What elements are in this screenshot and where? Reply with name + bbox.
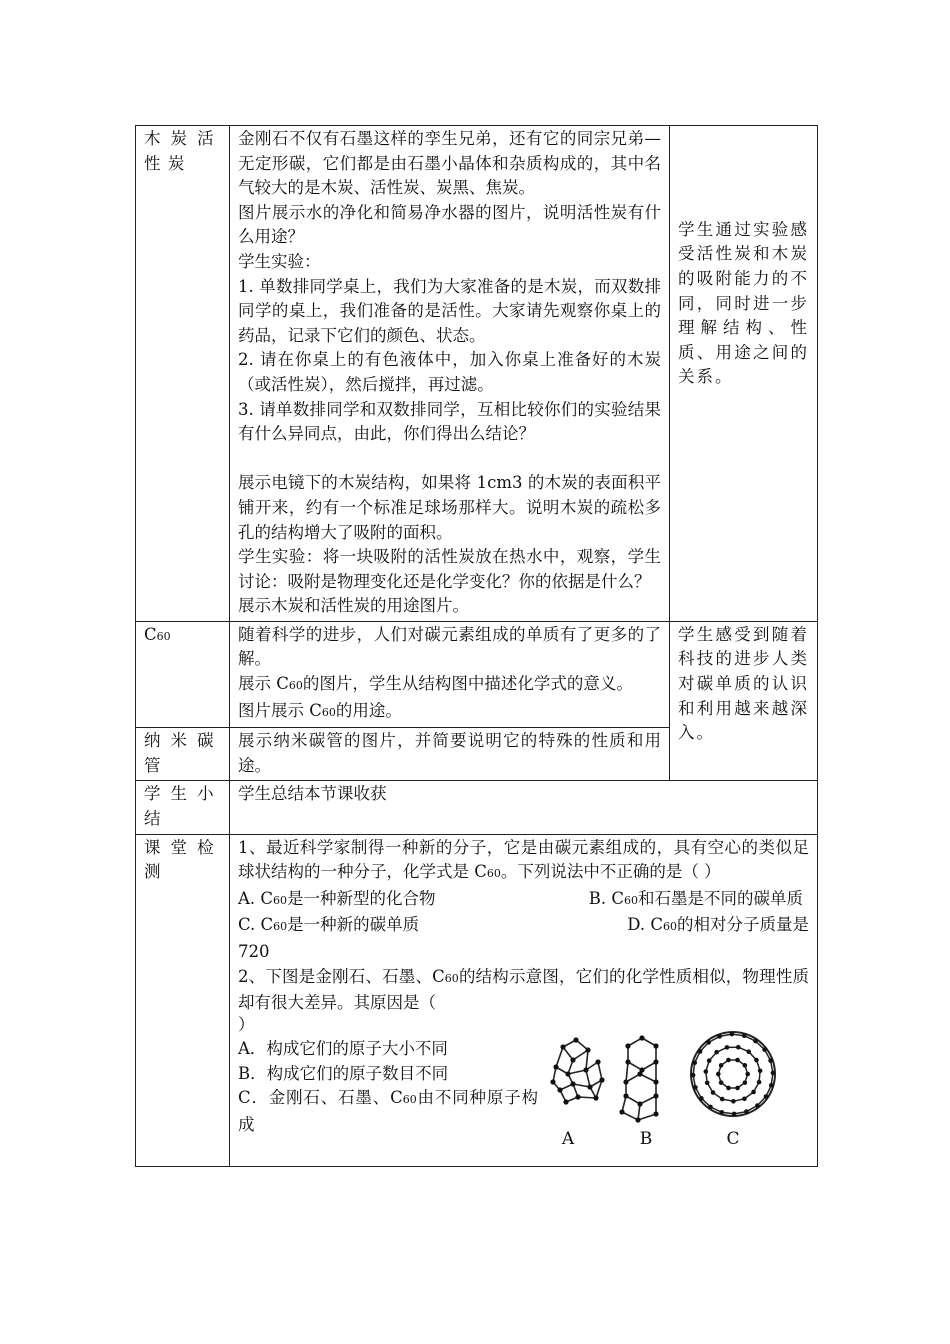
row-content-c60 [230,621,670,727]
diamond-bond [586,1070,590,1087]
c60-atom [753,1038,758,1043]
paragraph: 展示纳米碳管的图片，并简要说明它的特殊的性质和用途。 [238,731,661,775]
paren-close: ） [238,1014,255,1034]
c60-atom [719,1063,724,1068]
graphite-atom [637,1071,642,1076]
note-text: 学生感受到随着科技的进步人类对碳单质的认识和利用越来越深入。 [678,624,809,743]
graphite-bond [640,1074,656,1082]
graphite-atom [623,1079,628,1084]
c60-atom [743,1063,748,1068]
c60-atom [742,1096,747,1101]
graphite-atom [639,1035,644,1040]
diamond-atom [575,1094,580,1099]
title-text: 纳米碳管 [144,731,221,775]
options-row [238,913,809,940]
question-2 [238,965,809,1014]
row-c60 [136,621,818,727]
row-quiz [136,834,818,1166]
graphite-atom [653,1059,658,1064]
c60-atom [716,1071,721,1076]
row-charcoal [136,126,818,622]
paragraph: 1. 单数排同学桌上，我们为大家准备的是木炭，而双数排同学的桌上，我们准备的是活性。大家请先观察你桌上的药品，记录下它们的颜色、状态。 [238,276,661,345]
diamond-atom [585,1047,590,1052]
subscript: 60 [486,867,501,881]
c60-atom [708,1104,713,1109]
subscript: 60 [624,893,638,907]
c60-atom [758,1068,763,1073]
text-span: 和石墨是不同的碳单质 [638,888,803,908]
graphite-atom [625,1043,630,1048]
question-1 [238,836,809,887]
graphite-bond [626,1062,628,1082]
paragraph: 随着科学的进步，人们对碳元素组成的单质有了更多的了解。 [238,624,661,669]
paragraph: 金刚石不仅有石墨这样的孪生兄弟，还有它的同宗兄弟—无定形碳，它们都是由石墨小晶体和杂质构成的，其中名气较大的是木炭、活性炭、炭黑、焦炭。 [238,129,661,198]
row-title-c60 [136,621,230,727]
question-2-options [238,1014,538,1164]
text-span: 图片展示 C [238,700,322,720]
c60-atom [742,1033,747,1038]
title-text: C [144,624,157,644]
paragraph: 学生实验：将一块吸附的活性炭放在热水中，观察，学生讨论：吸附是物理变化还是化学变化？你的依据是什么？ [238,547,661,591]
c60-atom [719,1080,724,1085]
lesson-table [135,125,818,1167]
c60-atom [707,1058,712,1063]
c60-atom [730,1031,735,1036]
row-title-summary [136,781,230,834]
figure-label: A [561,1128,575,1149]
c60-atom [720,1096,725,1101]
options-row [238,887,809,914]
graphite-atom [619,1109,624,1114]
title-text: 课堂检测 [144,837,221,882]
q2-option-a: A．构成它们的原子大小不同 [238,1039,448,1059]
c60-atom [757,1079,762,1084]
diamond-atom [565,1071,570,1076]
c60-atom [698,1049,703,1054]
subscript: 60 [321,705,336,719]
diamond-atom [550,1079,555,1084]
structure-diagram [538,1014,808,1164]
blank-line [238,447,661,472]
c60-atom [706,1040,711,1045]
option-d [627,913,809,940]
c60-atom [735,1057,740,1062]
structure-figures [538,1014,809,1164]
c60-atom [744,1109,749,1114]
text-span: 是一种新型的化合物 [287,888,436,908]
text-span: 1、最近科学家制得一种新的分子，它是由碳元素组成的，具有空心的类似足球状结构的一种分子，化学式是 C [238,837,809,882]
graphite-atom [623,1093,628,1098]
figure-label: C [726,1128,740,1149]
c60-atom [714,1049,719,1054]
c60-atom [726,1085,731,1090]
paragraph: 3. 请单数排同学和双数排同学，互相比较你们的实验结果有什么异同点，由此，你们得出么结论？ [238,399,661,444]
text-span: 的相对分子质量是 [677,915,809,935]
question-2-body [238,1014,809,1164]
row-content-nanotube [230,728,670,781]
text-span: 的结构示意图，它们的化学性质相似，物理性质却有很大差异。其原因是（ [238,966,809,1013]
text-span: 2、下图是金刚石、石墨、C [238,966,445,986]
c60-atom [732,1111,737,1116]
c60-atom [717,1034,722,1039]
text-span: 展示 C [238,674,289,694]
subscript: 60 [444,971,459,985]
c60-atom [693,1085,698,1090]
row-note-charcoal [670,126,818,622]
graphite-atom [637,1101,642,1106]
c60-atom [746,1049,751,1054]
diamond-atom [593,1095,598,1100]
c60-atom [692,1060,697,1065]
diamond-atom [599,1077,604,1082]
c60-atom [711,1090,716,1095]
row-title-nanotube [136,728,230,781]
subscript: 60 [273,893,288,907]
option-a [238,887,436,914]
text-span: 。下列说法中不正确的是（ ） [500,862,721,882]
text-span: 的用途。 [335,700,402,720]
title-text: 学生小结 [144,784,221,829]
c60-atom [731,1099,736,1104]
text-span: 是一种新的碳单质 [287,915,420,935]
diamond-atom [563,1099,568,1104]
c60-atom [725,1045,730,1050]
graphite-atom [653,1079,658,1084]
row-title-charcoal [136,126,230,622]
row-title-quiz [136,834,230,1166]
c60-atom [745,1071,750,1076]
option-d-continued: 720 [238,942,270,961]
paragraph: 学生总结本节课收获 [238,784,387,804]
diamond-bond [556,1047,563,1067]
paragraph [238,672,661,699]
note-text: 学生通过实验感受活性炭和木炭的吸附能力的不同，同时进一步理解结构、性质、用途之间的关系。 [678,219,809,387]
paragraph: 学生实验： [238,251,321,271]
c60-atom [764,1094,769,1099]
paragraph: 图片展示水的净化和简易净水器的图片，说明活性炭有什么用途？ [238,202,661,247]
q2-option-b: B．构成它们的原子数目不同 [238,1063,449,1083]
diamond-bond [578,1097,596,1098]
graphite-atom [653,1111,658,1116]
paragraph: 展示电镜下的木炭结构，如果将 1cm3 的木炭的表面积平铺开来，约有一个标准足球场那样大。说明木炭的疏松多孔的结构增大了吸附的面积。 [238,473,661,542]
text-span: D. C [627,915,663,935]
c60-atom [768,1058,773,1063]
text-span: C. C [238,915,274,935]
subscript: 60 [156,629,171,643]
c60-atom [754,1057,759,1062]
diamond-atom [553,1064,558,1069]
text-span: B. C [588,888,624,908]
subscript: 60 [663,920,677,934]
diamond-atom [570,1081,575,1086]
graphite-atom [653,1043,658,1048]
graphite-bond [640,1096,656,1104]
c60-atom [755,1103,760,1108]
c60-atom [762,1047,767,1052]
diamond-bond [568,1070,586,1074]
option-b [589,887,809,914]
diamond-atom [595,1059,600,1064]
row-note-c60 [670,621,818,781]
diamond-bond [598,1062,602,1080]
graphite-bond [622,1112,638,1120]
text-span: 的图片，学生从结构图中描述化学式的意义。 [302,674,633,694]
diamond-atom [560,1044,565,1049]
option-c [238,913,419,940]
diamond-bond [586,1050,588,1070]
diamond-atom [570,1057,575,1062]
graphite-atom [625,1059,630,1064]
c60-atom [691,1072,696,1077]
c60-atom [735,1085,740,1090]
graphite-atom [653,1093,658,1098]
paragraph [238,699,661,726]
c60-atom [719,1110,724,1115]
diamond-atom [557,1087,562,1092]
subscript: 60 [273,920,288,934]
q2-option-c [238,1086,538,1137]
row-summary [136,781,818,834]
c60-atom [705,1080,710,1085]
diamond-atom [583,1067,588,1072]
c60-atom [751,1089,756,1094]
c60-atom [736,1045,741,1050]
c60-atom [743,1080,748,1085]
paragraph: 2. 请在你桌上的有色液体中，加入你桌上准备好的木炭（或活性炭），然后搅拌，再过滤。 [238,350,661,394]
subscript: 60 [288,679,303,693]
graphite-bond [638,1114,656,1120]
c60-atom [726,1057,731,1062]
figure-label: B [639,1128,653,1149]
c60-atom [699,1096,704,1101]
text-span: C．金刚石、石墨、C [238,1088,403,1108]
row-content-charcoal [230,126,670,622]
c60-atom [771,1070,776,1075]
row-content-quiz [230,834,818,1166]
paragraph: 展示木炭和活性炭的用途图片。 [238,596,469,616]
text-span: 由不同种原子构成 [238,1088,538,1134]
diamond-atom [573,1037,578,1042]
subscript: 60 [402,1093,417,1107]
text-span: A. C [238,888,274,908]
graphite-atom [635,1117,640,1122]
c60-atom [704,1069,709,1074]
title-text: 木炭活性炭 [144,129,221,173]
c60-atom [769,1083,774,1088]
diamond-bond [573,1050,588,1060]
diamond-atom [587,1084,592,1089]
row-content-summary [230,781,818,834]
